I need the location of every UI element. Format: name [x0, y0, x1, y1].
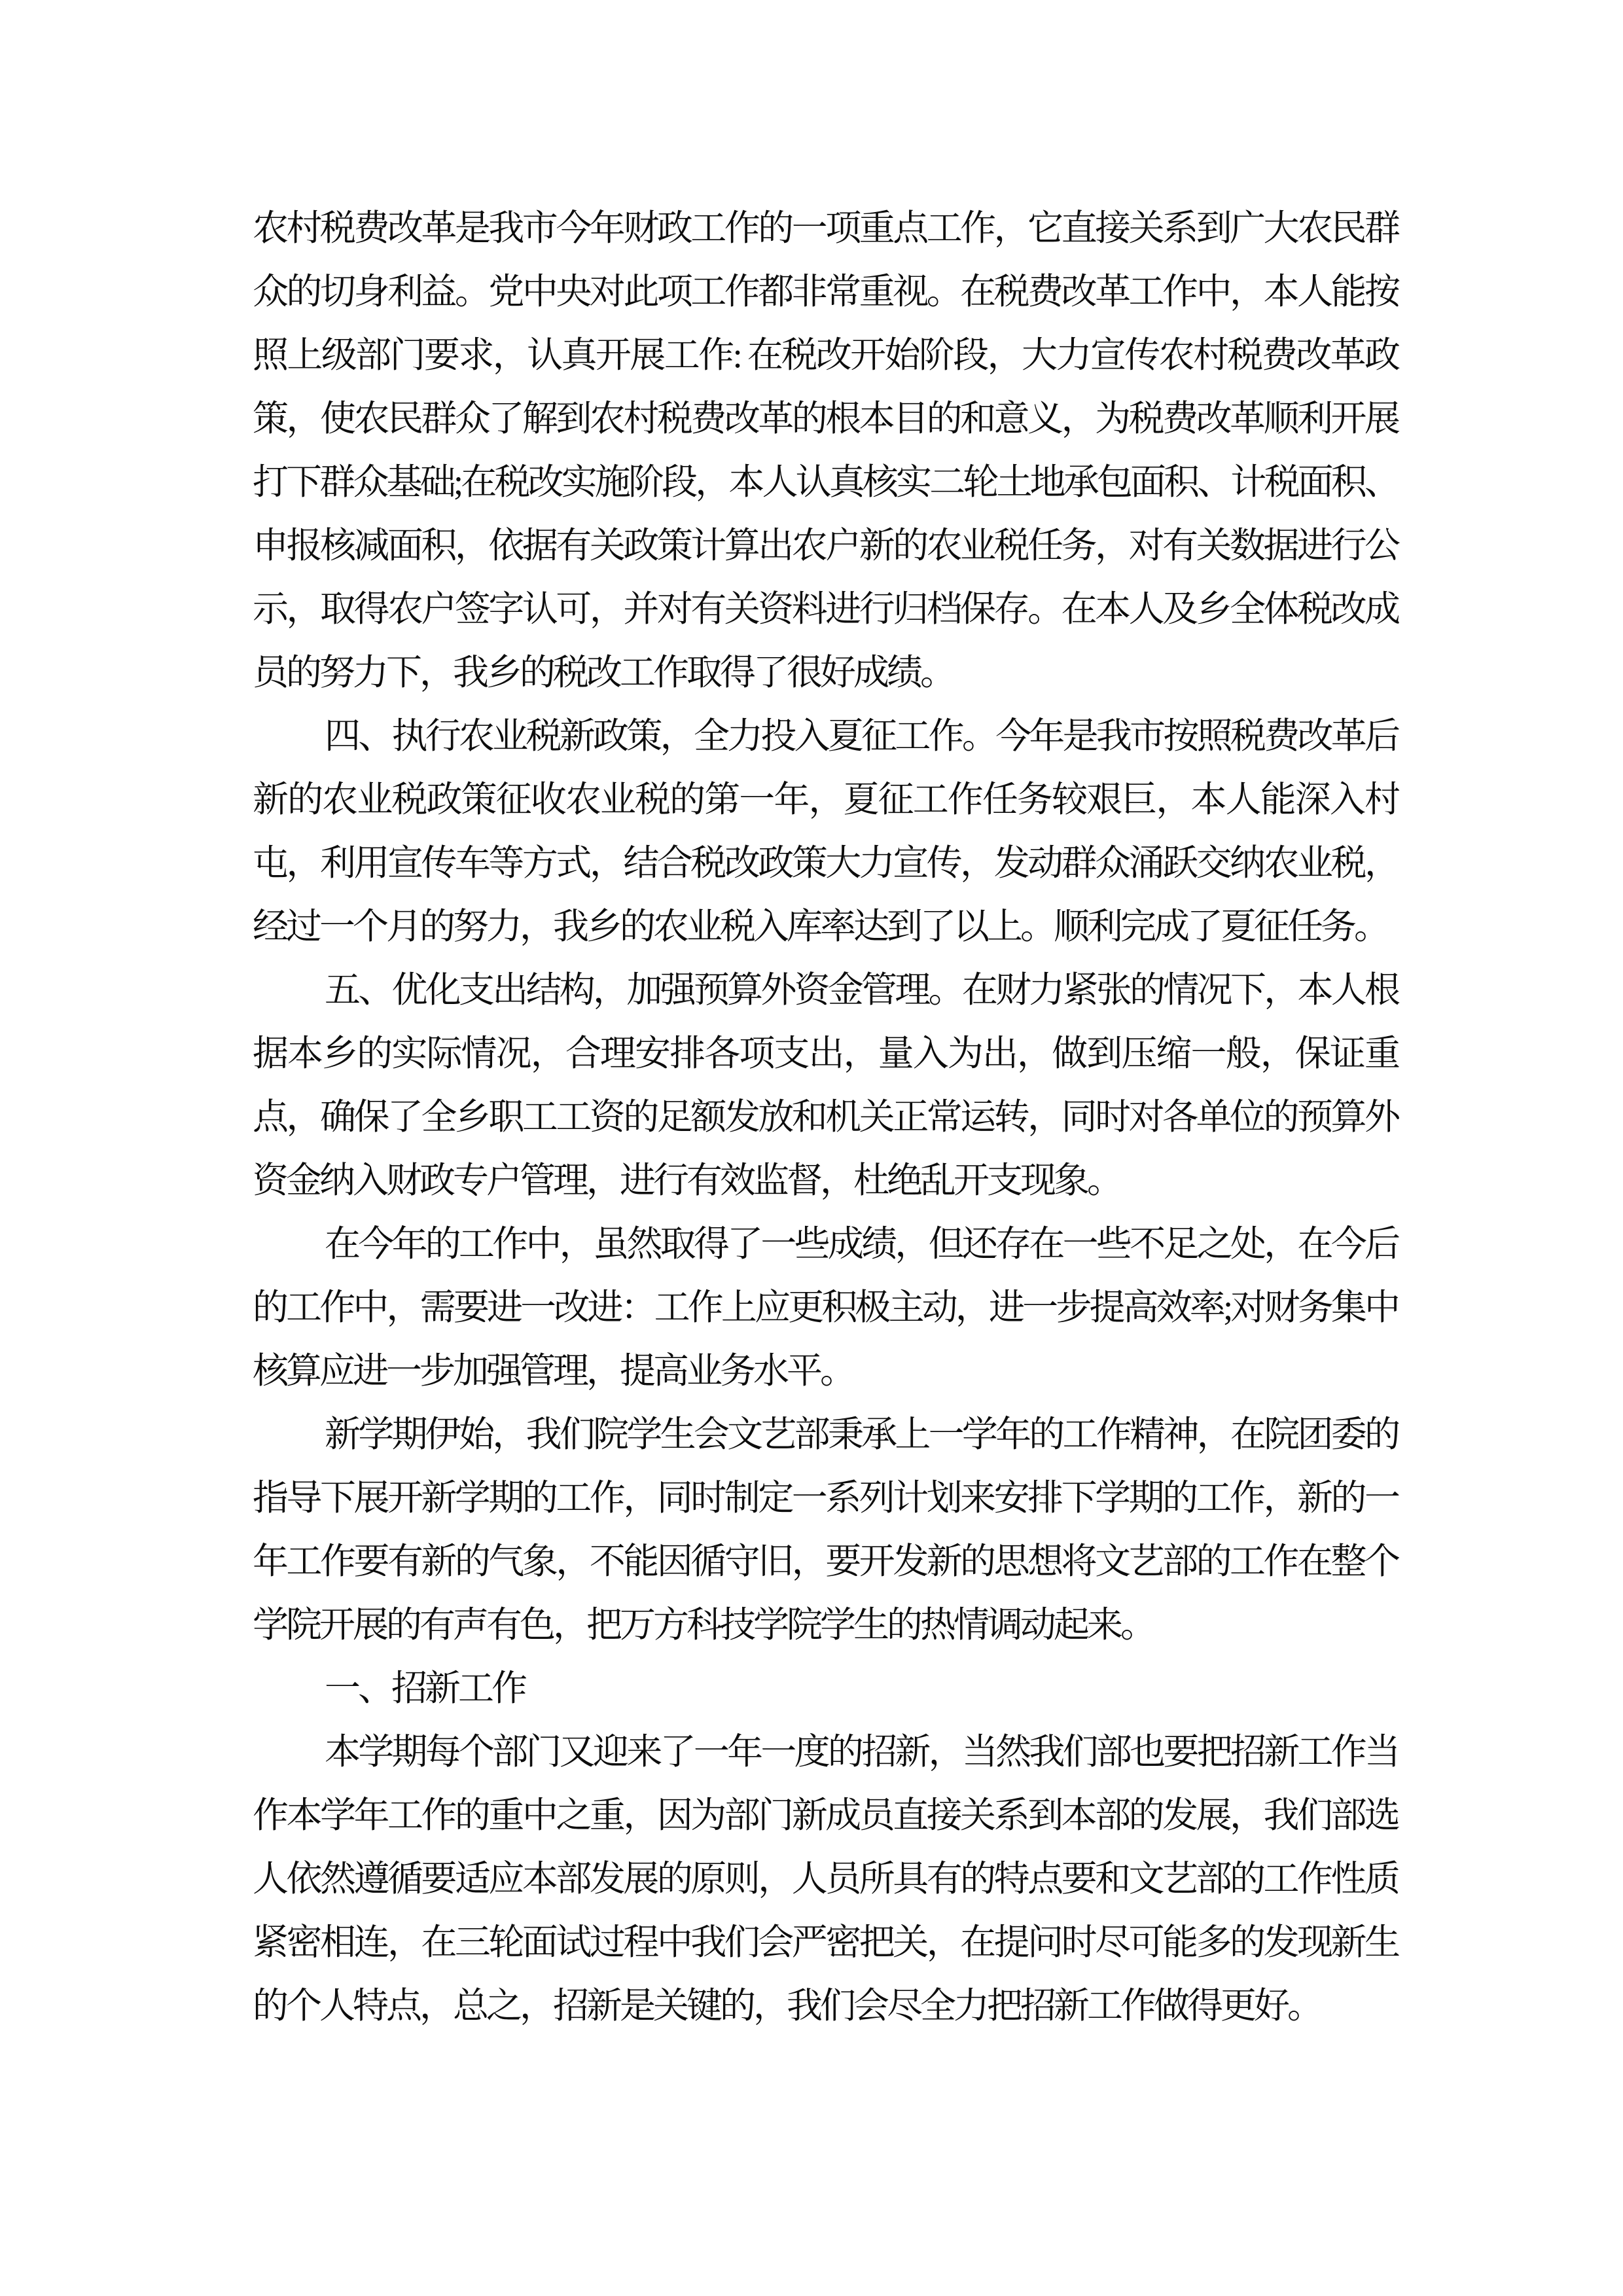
paragraph-item-four-agricultural-tax: 四、执行农业税新政策，全力投入夏征工作。今年是我市按照税费改革后新的农业税政策征收农业税的第一年，夏征工作任务较艰巨，本人能深入村屯，利用宣传车等方式，结合税改政策大力宣传，发动群众涌跃交纳农业税，经过一个月的努力，我乡的农业税入库率达到了以上。顺利完成了夏征任务。 — [253, 716, 1398, 946]
paragraph-tax-reform-overview: 农村税费改革是我市今年财政工作的一项重点工作，它直接关系到广大农民群众的切身利益。党中央对此项工作都非常重视。在税费改革工作中，本人能按照上级部门要求，认真开展工作: 在税改开始阶段，大力宣传农村税费改革政策，使农民群众了解到农村税费改革的根本目的和意义，为税费改革顺利开展打下群众基础;在税改实施阶段，本人认真核实二轮土地承包面积、计税面积、申报核减面积，依据有关政策计算出农户新的农业税任务，对有关数据进行公示，取得农户签字认可，并对有关资料进行归档保存。在本人及乡全体税改成员的努力下，我乡的税改工作取得了很好成绩。 — [253, 208, 1398, 692]
paragraph-item-five-expenditure: 五、优化支出结构，加强预算外资金管理。在财力紧张的情况下，本人根据本乡的实际情况，合理安排各项支出，量入为出，做到压缩一般，保证重点，确保了全乡职工工资的足额发放和机关正常运转，同时对各单位的预算外资金纳入财政专户管理，进行有效监督，杜绝乱开支现象。 — [253, 970, 1398, 1200]
text-block — [253, 196, 1398, 2037]
paragraph-shortcomings-review: 在今年的工作中，虽然取得了一些成绩，但还存在一些不足之处，在今后的工作中，需要进一改进：工作上应更积极主动，进一步提高效率;对财务集中核算应进一步加强管理，提高业务水平。 — [253, 1224, 1398, 1391]
paragraph-heading-recruitment: 一、招新工作 — [325, 1668, 526, 1708]
paragraph-new-semester-plan: 新学期伊始，我们院学生会文艺部秉承上一学年的工作精神，在院团委的指导下展开新学期的工作，同时制定一系列计划来安排下学期的工作，新的一年工作要有新的气象，不能因循守旧，要开发新的思想将文艺部的工作在整个学院开展的有声有色，把万方科技学院学生的热情调动起来。 — [253, 1414, 1398, 1645]
paragraph-recruitment-detail: 本学期每个部门又迎来了一年一度的招新，当然我们部也要把招新工作当作本学年工作的重中之重，因为部门新成员直接关系到本部的发展，我们部选人依然遵循要适应本部发展的原则，人员所具有的特点要和文艺部的工作性质紧密相连，在三轮面试过程中我们会严密把关，在提问时尽可能多的发现新生的个人特点，总之，招新是关键的，我们会尽全力把招新工作做得更好。 — [253, 1732, 1398, 2026]
